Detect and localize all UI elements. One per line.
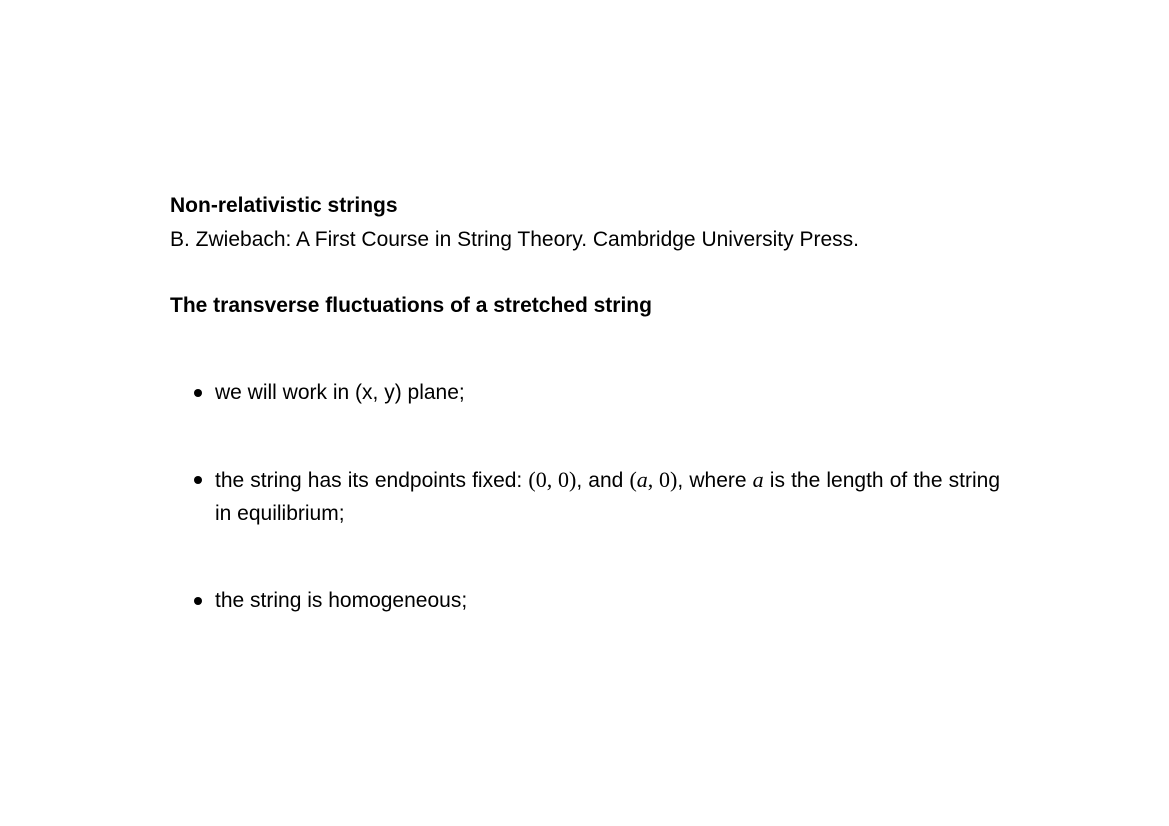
subsection-title: The transverse fluctuations of a stretched string <box>170 294 652 317</box>
slide-content <box>170 191 1000 617</box>
bullet-text: , and <box>576 469 630 492</box>
math-origin: (0, 0) <box>528 467 577 492</box>
bullet-dot-icon <box>194 597 202 605</box>
math-variable-a: a <box>636 467 648 492</box>
bullet-dot-icon <box>194 389 202 397</box>
bullet-list <box>170 376 1000 617</box>
bullet-text: the string is homogeneous; <box>215 589 468 612</box>
bullet-item-homogeneous <box>170 584 1000 617</box>
bullet-dot-icon <box>194 476 202 484</box>
bullet-text: we will work in (x, y) plane; <box>215 381 465 404</box>
bullet-text: , where <box>677 469 753 492</box>
reference-citation: B. Zwiebach: A First Course in String Theory. Cambridge University Press. <box>170 228 859 251</box>
bullet-text: the string has its endpoints fixed: <box>215 469 529 492</box>
bullet-text: is the length of the string in equilibrium; <box>215 469 1001 525</box>
math-open-paren: ( <box>629 467 637 492</box>
bullet-item-endpoints <box>170 463 1000 530</box>
math-close-paren: , 0) <box>647 467 678 492</box>
math-variable-a: a <box>752 467 764 492</box>
section-title: Non-relativistic strings <box>170 194 398 217</box>
bullet-item-plane <box>170 376 1000 409</box>
